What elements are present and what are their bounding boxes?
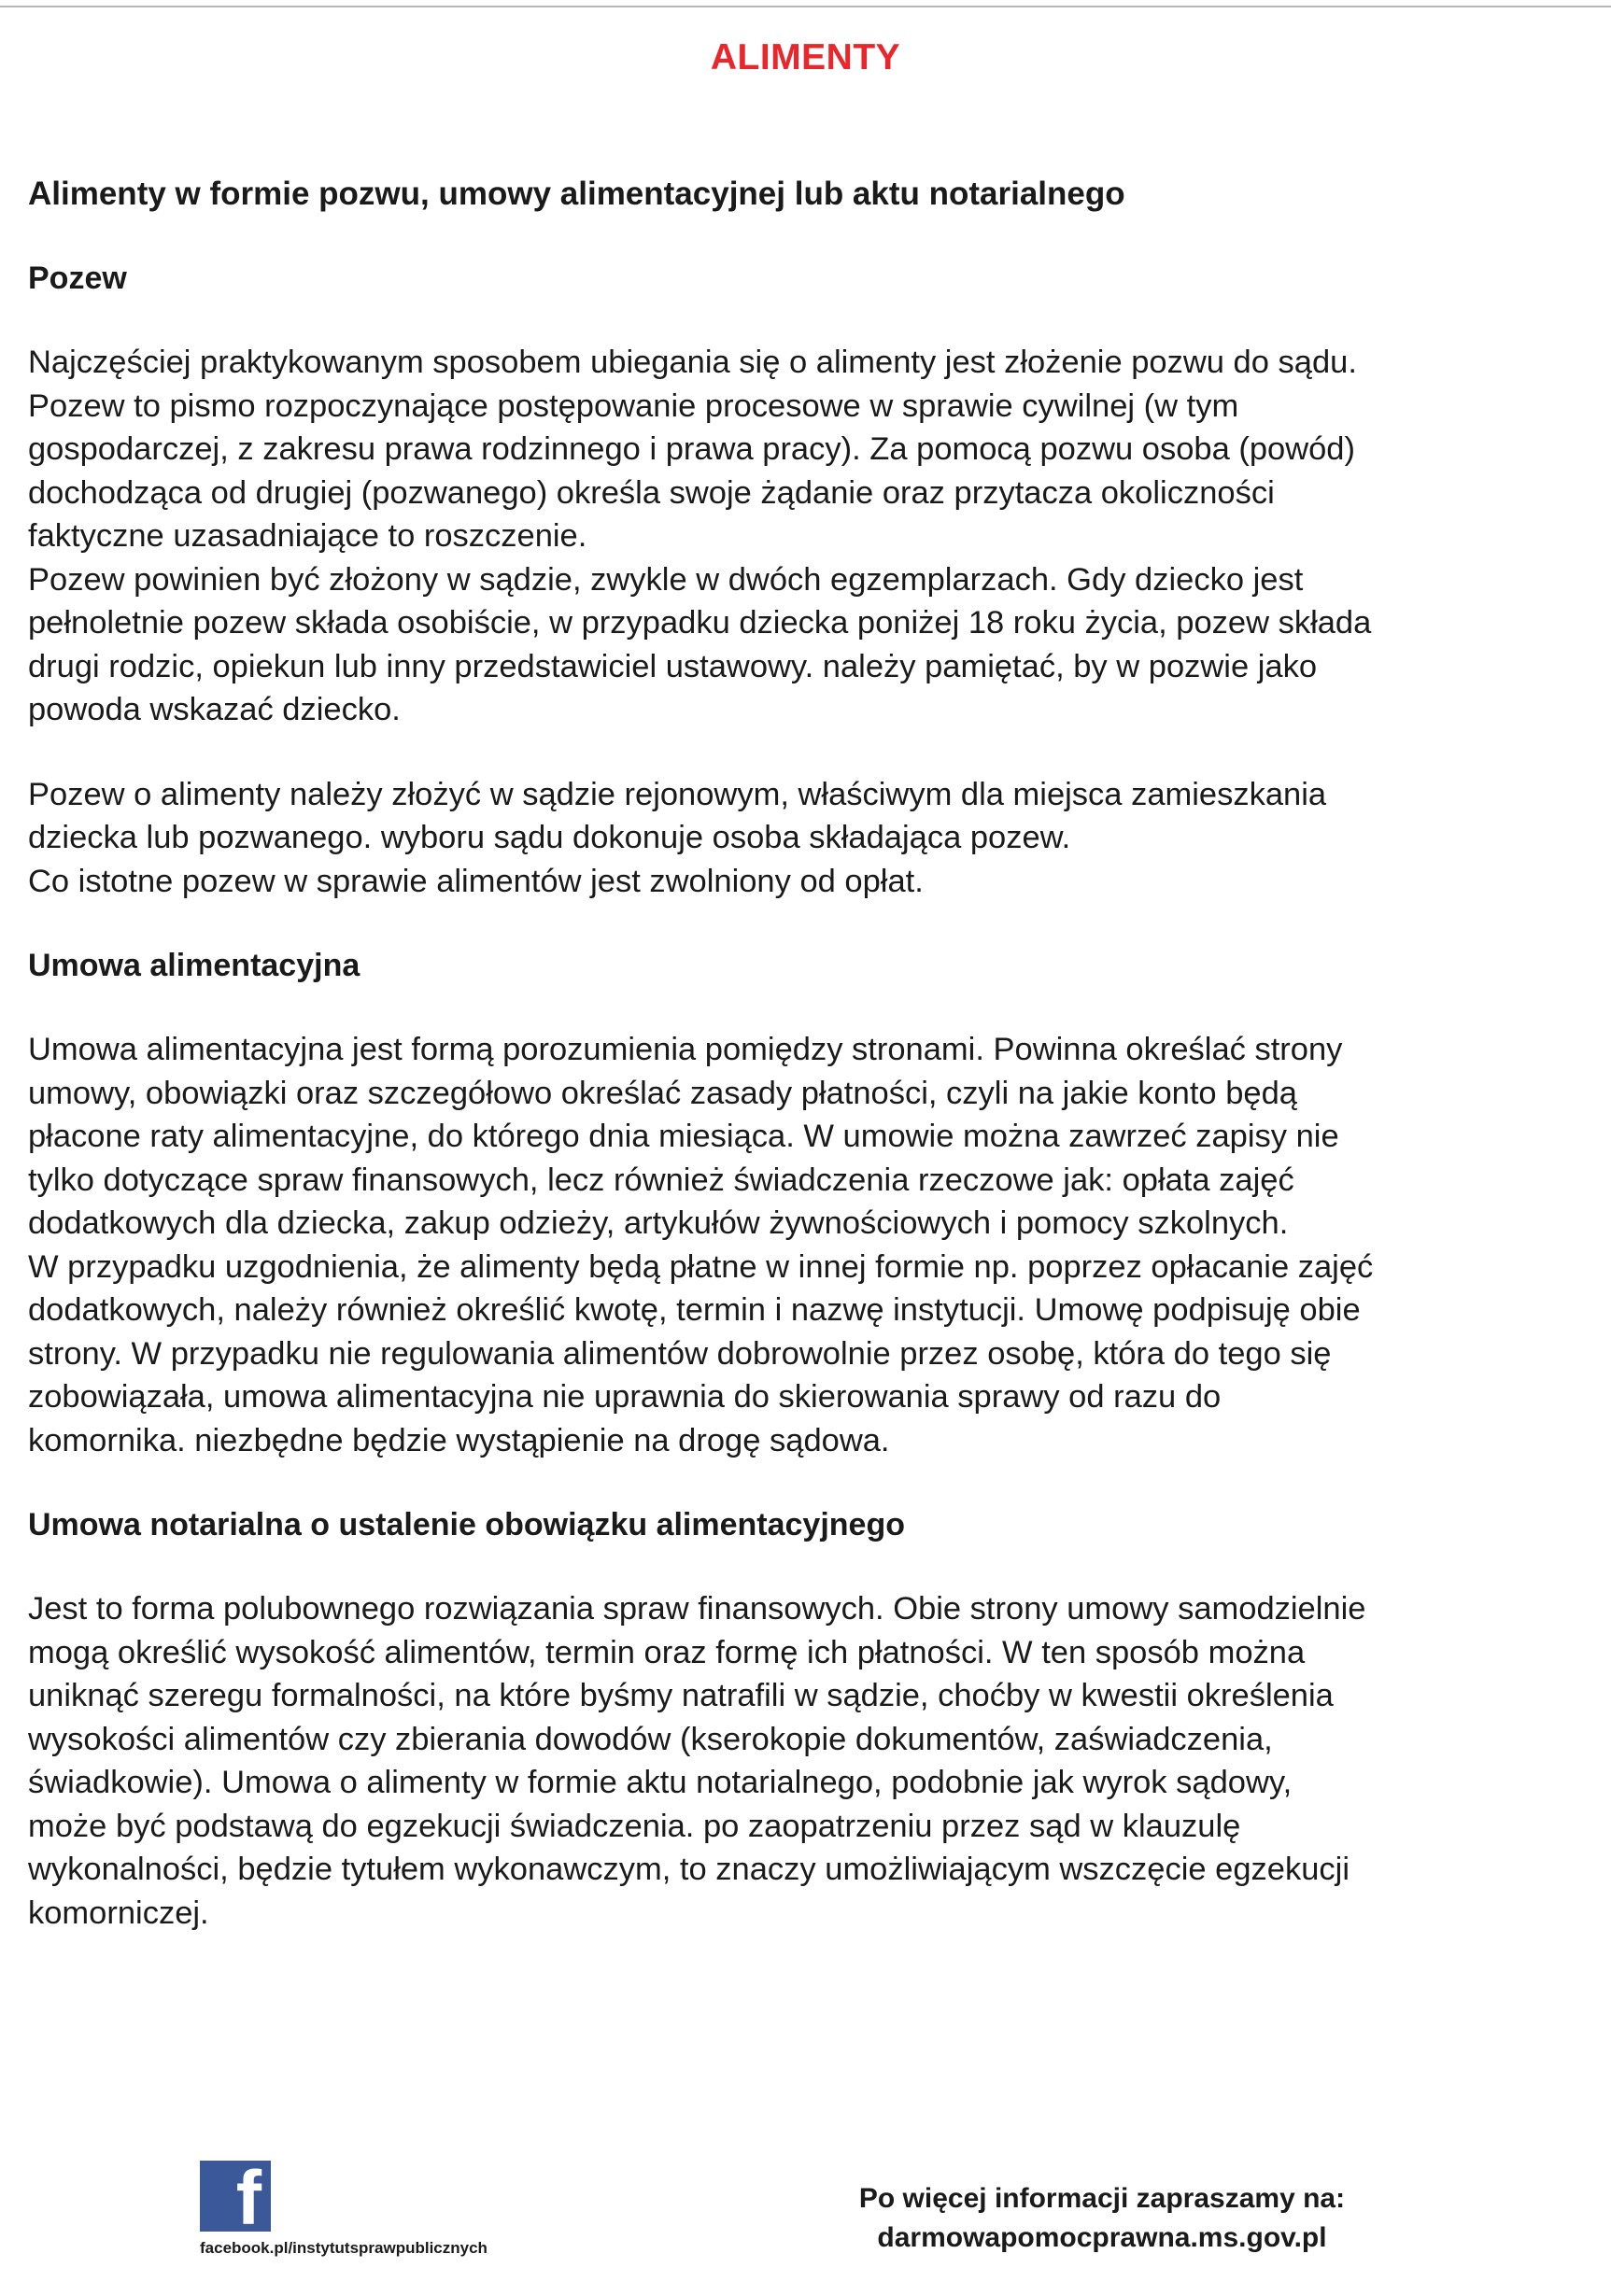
paragraph — [28, 1587, 1583, 1935]
text-line: dodatkowych, należy również określić kwotę, termin i nazwę instytucji. Umowę podpisuję obie — [28, 1292, 1361, 1328]
text-line: Jest to forma polubownego rozwiązania spraw finansowych. Obie strony umowy samodzielnie — [28, 1591, 1366, 1627]
paragraph — [28, 1028, 1583, 1462]
info-line: Po więcej informacji zapraszamy na: — [858, 2183, 1346, 2214]
text-line: wykonalności, będzie tytułem wykonawczym, to znaczy umożliwiającym wszczęcie egzekucji — [28, 1852, 1350, 1887]
text-line: strony. W przypadku nie regulowania alimentów dobrowolnie przez osobę, która do tego się — [28, 1335, 1332, 1372]
text-line: pełnoletnie pozew składa osobiście, w przypadku dziecka poniżej 18 roku życia, pozew składa — [28, 605, 1372, 641]
facebook-link[interactable]: facebook.pl/instytutsprawpublicznych — [200, 2239, 488, 2257]
section-pozew — [28, 257, 1583, 903]
text-line: powoda wskazać dziecko. — [28, 692, 401, 727]
text-line: Najczęściej praktykowanym sposobem ubiegania się o alimenty jest złożenie pozwu do sądu. — [28, 345, 1357, 380]
text-line: Pozew to pismo rozpoczynające postępowanie procesowe w sprawie cywilnej (w tym — [28, 387, 1239, 424]
text-line: Co istotne pozew w sprawie alimentów jest zwolniony od opłat. — [28, 863, 924, 899]
text-line: może być podstawą do egzekucji świadczenia. po zaopatrzeniu przez sąd w klauzulę — [28, 1808, 1241, 1844]
text-line: wysokości alimentów czy zbierania dowodów (kserokopie dokumentów, zaświadczenia, — [28, 1721, 1273, 1757]
text-line: Umowa alimentacyjna jest formą porozumienia pomiędzy stronami. Powinna określać strony — [28, 1032, 1343, 1067]
text-line: dodatkowych dla dziecka, zakup odzieży, artykułów żywnościowych i pomocy szkolnych. — [28, 1205, 1289, 1241]
document-content — [28, 173, 1583, 1976]
document-title: ALIMENTY — [710, 37, 901, 77]
text-line: uniknąć szeregu formalności, na które byśmy natrafili w sądzie, choćby w kwestii określenia — [28, 1678, 1334, 1713]
text-line: gospodarczej, z zakresu prawa rodzinnego i prawa pracy). Za pomocą pozwu osoba (powód) — [28, 431, 1355, 467]
footer-info — [841, 2179, 1364, 2258]
text-line: dochodząca od drugiej (pozwanego) określa swoje żądanie oraz przytacza okoliczności — [28, 474, 1275, 511]
text-line: Pozew powinien być złożony w sądzie, zwykle w dwóch egzemplarzach. Gdy dziecko jest — [28, 561, 1304, 598]
text-line: płacone raty alimentacyjne, do którego dnia miesiąca. W umowie można zawrzeć zapisy nie — [28, 1119, 1339, 1154]
text-line: mogą określić wysokość alimentów, termin oraz formę ich płatności. W ten sposób można — [28, 1634, 1306, 1670]
section-heading: Umowa alimentacyjna — [28, 948, 360, 983]
text-line: W przypadku uzgodnienia, że alimenty będą płatne w innej formie np. poprzez opłacanie zajęć — [28, 1248, 1374, 1285]
footer-facebook — [200, 2156, 517, 2258]
text-line: komorniczej. — [28, 1895, 209, 1931]
section-heading: Umowa notarialna o ustalenie obowiązku alimentacyjnego — [28, 1507, 905, 1542]
text-line: świadkowie). Umowa o alimenty w formie aktu notarialnego, podobnie jak wyrok sądowy, — [28, 1765, 1293, 1800]
text-line: dziecka lub pozwanego. wyboru sądu dokonuje osoba składająca pozew. — [28, 820, 1071, 855]
text-line: umowy, obowiązki oraz szczegółowo określać zasady płatności, czyli na jakie konto będą — [28, 1075, 1297, 1111]
section-umowa-alimentacyjna — [28, 944, 1583, 1462]
text-line: tylko dotyczące spraw finansowych, lecz również świadczenia rzeczowe jak: opłata zajęć — [28, 1162, 1294, 1198]
scan-edge-line — [0, 6, 1611, 7]
facebook-icon[interactable]: f — [200, 2161, 271, 2232]
main-heading: Alimenty w formie pozwu, umowy alimentacyjnej lub aktu notarialnego — [28, 176, 1125, 212]
section-umowa-notarialna — [28, 1503, 1583, 1935]
paragraph — [28, 341, 1583, 732]
section-heading: Pozew — [28, 261, 127, 296]
text-line: komornika. niezbędne będzie wystąpienie na drogę sądowa. — [28, 1422, 890, 1458]
text-line: Pozew o alimenty należy złożyć w sądzie rejonowym, właściwym dla miejsca zamieszkania — [28, 776, 1327, 812]
paragraph — [28, 773, 1583, 904]
website-link[interactable]: darmowapomocprawna.ms.gov.pl — [877, 2222, 1327, 2253]
text-line: zobowiązała, umowa alimentacyjna nie uprawnia do skierowania sprawy od razu do — [28, 1379, 1222, 1415]
text-line: faktyczne uzasadniające to roszczenie. — [28, 518, 587, 554]
text-line: drugi rodzic, opiekun lub inny przedstawiciel ustawowy. należy pamiętać, by w pozwie jako — [28, 648, 1318, 684]
